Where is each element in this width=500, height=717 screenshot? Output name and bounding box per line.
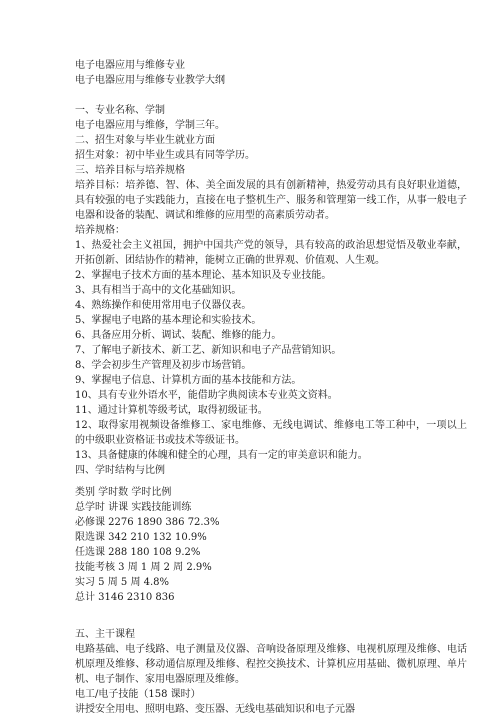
spec-item: 11、通过计算机等级考试，取得初级证书。: [75, 405, 268, 416]
spec-item: 13、具备健康的体魄和健全的心理，具有一定的审美意识和能力。: [75, 450, 368, 461]
table-row: 总计 3146 2310 836: [75, 592, 175, 603]
spacer: [75, 478, 467, 485]
table-row: 总学时 讲课 实践技能训练: [75, 502, 192, 513]
spec-item: 7、了解电子新技术、新工艺、新知识和电子产品营销知识。: [75, 345, 342, 356]
spec-item: 9、掌握电子信息、计算机方面的基本技能和方法。: [75, 375, 302, 386]
table-row: 技能考核 3 周 1 周 2 周 2.9%: [75, 562, 212, 573]
document-page: [75, 58, 467, 717]
training-goal-paragraph: 培养目标：培养德、智、体、美全面发展的具有创新精神，热爱劳动具有良好职业道德，具有较强的电子实践能力，直接在电子整机生产、服务和管理第一线工作，从事一般电子电器和设备的装配、调试和维修的应用型的高素质劳动者。: [75, 180, 467, 221]
spacer: [75, 88, 467, 103]
spec-item: 12、取得家用视频设备维修工、家电维修、无线电调试、维修电工等工种中，一项以上的中级职业资格证书或技术等级证书。: [75, 420, 467, 446]
table-row: 任选课 288 180 108 9.2%: [75, 547, 201, 558]
hours-table: [75, 485, 467, 605]
section-2-body: 招生对象：初中毕业生或具有同等学历。: [75, 150, 255, 161]
table-row: 必修课 2276 1890 386 72.3%: [75, 517, 220, 528]
course-title: 电工/电子技能（158 课时）: [75, 689, 201, 700]
section-1-heading: 一、专业名称、学制: [75, 105, 165, 116]
spec-item: 8、学会初步生产管理及初步市场营销。: [75, 360, 252, 371]
section-2-heading: 二、招生对象与毕业生就业方面: [75, 135, 215, 146]
spacer: [75, 605, 467, 627]
spec-item: 6、具备应用分析、调试、装配、维修的能力。: [75, 330, 282, 341]
spec-item: 5、掌握电子电路的基本理论和实验技术。: [75, 315, 262, 326]
table-row: 实习 5 周 5 周 4.8%: [75, 577, 170, 588]
section-5-heading: 五、主干课程: [75, 629, 135, 640]
training-spec-label: 培养规格：: [75, 225, 125, 236]
course-description: 讲授安全用电、照明电路、变压器、无线电基础知识和电子元器: [75, 704, 355, 715]
section-4-heading: 四、学时结构与比例: [75, 465, 165, 476]
table-row: 限选课 342 210 132 10.9%: [75, 532, 207, 543]
section-3-heading: 三、培养目标与培养规格: [75, 165, 185, 176]
training-spec-list: [75, 238, 467, 463]
section-1-body: 电子电器应用与维修，学制三年。: [75, 120, 225, 131]
spec-item: 4、熟练操作和使用常用电子仪器仪表。: [75, 300, 252, 311]
spec-item: 2、掌握电子技术方面的基本理论、基本知识及专业技能。: [75, 270, 332, 281]
table-row: 类别 学时数 学时比例: [75, 487, 172, 498]
spec-item: 10、具有专业外语水平，能借助字典阅读本专业英文资料。: [75, 390, 338, 401]
document-subtitle: 电子电器应用与维修专业教学大纲: [75, 75, 225, 86]
document-title: 电子电器应用与维修专业: [75, 60, 185, 71]
spec-item: 1、热爱社会主义祖国，拥护中国共产党的领导，具有较高的政治思想觉悟及敬业奉献，开拓创新、团结协作的精神，能树立正确的世界观、价值观、人生观。: [75, 240, 467, 266]
core-courses-paragraph: 电路基础、电子线路、电子测量及仪器、音响设备原理及维修、电视机原理及维修、电话机原理及维修、移动通信原理及维修、程控交换技术、计算机应用基础、微机原理、单片机、电子制作、家用电器原理及维修。: [75, 644, 467, 685]
spec-item: 3、具有相当于高中的文化基础知识。: [75, 285, 242, 296]
